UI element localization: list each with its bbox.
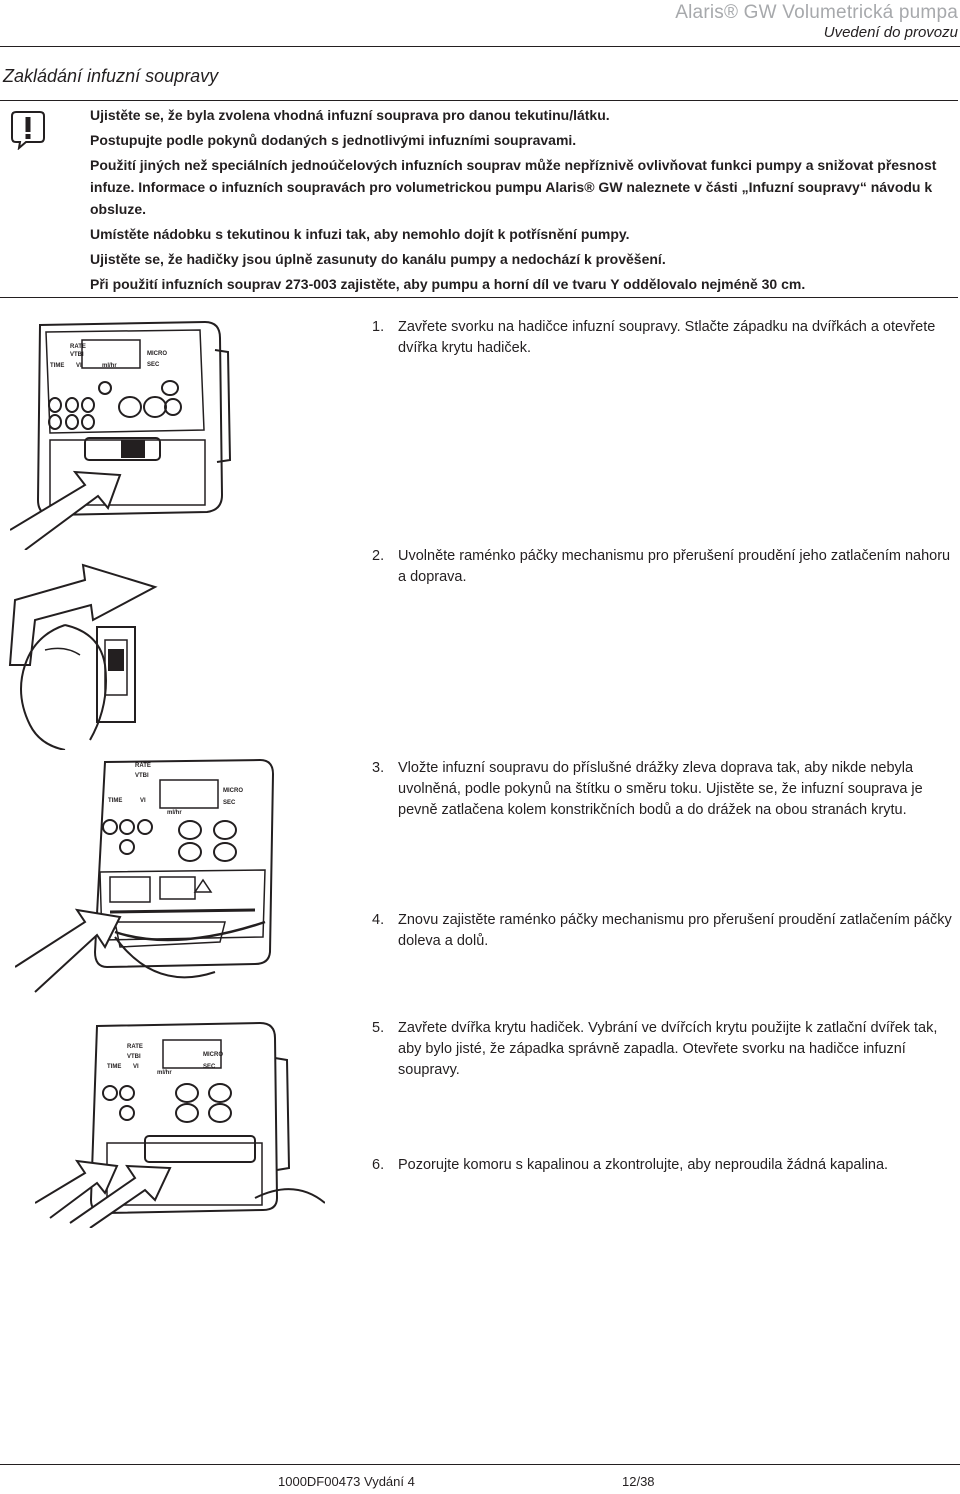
warning-line: Použití jiných než speciálních jednoúčelových infuzních souprav může nepříznivě ovlivňovat funkci pumpy a snižovat přesnost infuze. Informace o infuzních soupravách pro volumetrickou pumpu Alaris® GW naleznete v části „Infuzní soupravy“ návodu k obsluze.	[90, 157, 937, 217]
step-5	[372, 1018, 952, 1081]
footer-doc-id: 1000DF00473 Vydání 4	[278, 1474, 415, 1489]
step-text: Uvolněte raménko páčky mechanismu pro přerušení proudění jeho zatlačením nahoru a doprava.	[398, 548, 951, 585]
step-2	[372, 546, 952, 588]
step-3	[372, 758, 952, 821]
pump-label-vtbi: VTBI	[135, 773, 149, 779]
step-text: Zavřete svorku na hadičce infuzní soupravy. Stlačte západku na dvířkách a otevřete dvířka krytu hadiček.	[398, 319, 936, 356]
pump-label-unit: ml/hr	[102, 363, 117, 369]
header-product: Alaris® GW Volumetrická pumpa	[675, 2, 958, 23]
step-number: 5.	[372, 1020, 385, 1036]
pump-label-rate: RATE	[127, 1044, 143, 1050]
warning-line: Postupujte podle pokynů dodaných s jednotlivými infuzními soupravami.	[90, 132, 577, 148]
step-number: 3.	[372, 760, 385, 776]
pump-label-micro: MICRO	[203, 1052, 223, 1058]
pump-label-time: TIME	[108, 798, 123, 804]
pump-label-vtbi: VTBI	[127, 1054, 141, 1060]
step-number: 1.	[372, 319, 385, 335]
step-text: Znovu zajistěte raménko páčky mechanismu pro přerušení proudění zatlačením páčky doleva a dolů.	[398, 912, 952, 949]
step-number: 6.	[372, 1157, 385, 1173]
pump-label-sec: SEC	[223, 800, 236, 806]
pump-label-vi: VI	[133, 1064, 139, 1070]
warning-line: Ujistěte se, že byla zvolena vhodná infuzní souprava pro danou tekutinu/látku.	[90, 107, 610, 123]
header-divider	[0, 46, 960, 47]
pump-label-time: TIME	[107, 1064, 122, 1070]
lever-release-illustration	[5, 555, 165, 750]
pump-illustration-load-set	[15, 752, 275, 1002]
warning-line: Ujistěte se, že hadičky jsou úplně zasunuty do kanálu pumpy a nedochází k prověšení.	[90, 251, 666, 267]
footer-divider	[0, 1464, 960, 1465]
warning-line: Při použití infuzních souprav 273-003 zajistěte, aby pumpu a horní díl ve tvaru Y oddělovalo nejméně 30 cm.	[90, 276, 806, 292]
step-4	[372, 910, 952, 952]
warning-text	[90, 104, 952, 298]
step-number: 2.	[372, 548, 385, 564]
pump-label-vi: VI	[140, 798, 146, 804]
step-number: 4.	[372, 912, 385, 928]
pump-label-sec: SEC	[147, 362, 160, 368]
step-1	[372, 317, 952, 359]
pump-label-vi: VI	[76, 363, 82, 369]
step-text: Pozorujte komoru s kapalinou a zkontrolujte, aby neproudila žádná kapalina.	[398, 1157, 889, 1173]
pump-label-micro: MICRO	[147, 351, 167, 357]
step-6	[372, 1155, 952, 1176]
pump-illustration-open-door	[10, 310, 240, 550]
pump-label-vtbi: VTBI	[70, 352, 84, 358]
pump-label-sec: SEC	[203, 1064, 216, 1070]
warning-icon	[10, 110, 46, 150]
section-title: Zakládání infuzní soupravy	[3, 66, 219, 86]
footer-page-number: 12/38	[622, 1474, 655, 1489]
pump-label-unit: ml/hr	[157, 1070, 172, 1076]
header-chapter: Uvedení do provozu	[823, 24, 958, 41]
pump-label-micro: MICRO	[223, 788, 243, 794]
warning-line: Umístěte nádobku s tekutinou k infuzi tak, aby nemohlo dojít k potřísnění pumpy.	[90, 226, 630, 242]
pump-label-rate: RATE	[70, 344, 86, 350]
pump-label-unit: ml/hr	[167, 810, 182, 816]
step-text: Vložte infuzní soupravu do příslušné drážky zleva doprava tak, aby nikde nebyla uvolněná, podle pokynů na štítku o směru toku. Ujistěte se, že infuzní souprava je pevně zatlačena kolem konstrikčních bodů a do drážek na obou stranách krytu.	[398, 760, 923, 818]
pump-label-time: TIME	[50, 363, 65, 369]
pump-label-rate: RATE	[135, 763, 151, 769]
step-text: Zavřete dvířka krytu hadiček. Vybrání ve dvířcích krytu použijte k zatlační dvířek tak, aby bylo jisté, že západka správně zapadla. Otevřete svorku na hadičce infuzní soupravy.	[398, 1020, 938, 1078]
pump-illustration-close-door	[35, 1018, 325, 1228]
